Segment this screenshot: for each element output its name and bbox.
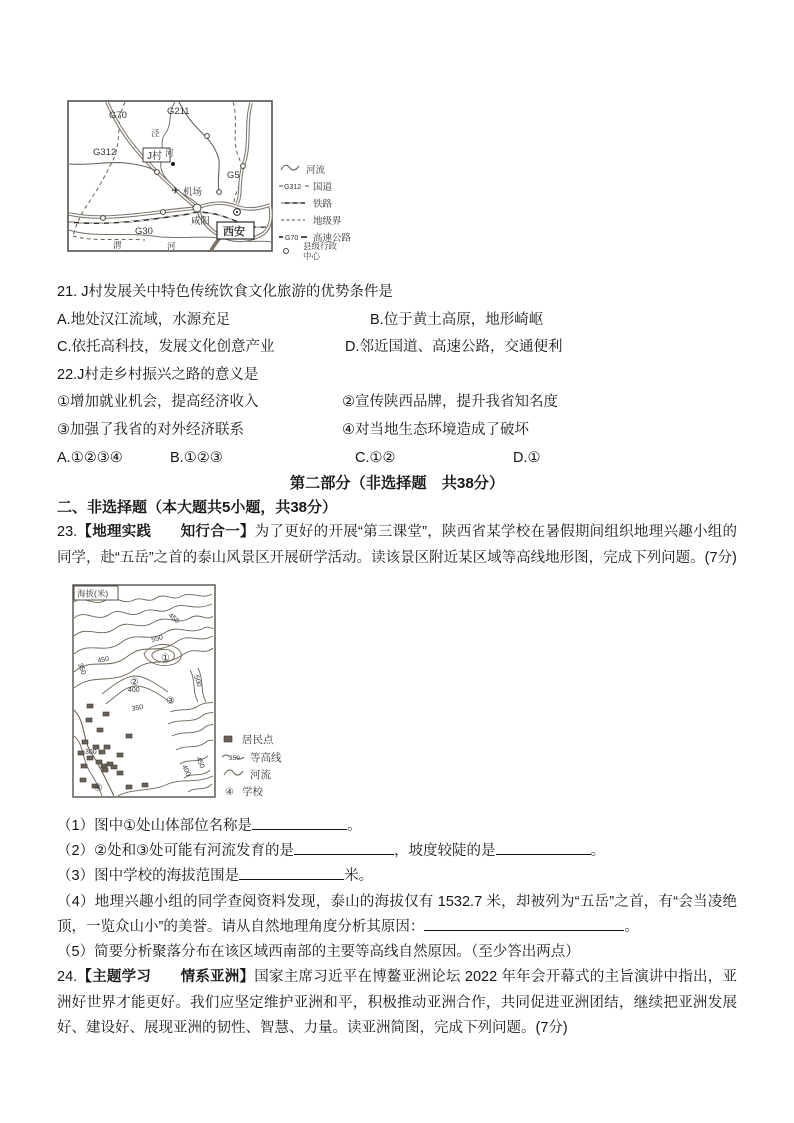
contour-lines [74, 594, 213, 796]
elevation-label-450-bottom: 450 [194, 755, 206, 770]
q22-statement-3: ③加强了我省的对外经济联系 [57, 421, 244, 438]
elevation-label-450-top: 450 [166, 612, 181, 626]
q23-topic-tag: 【地理实践 知行合一】 [77, 524, 255, 541]
county-center-symbol [284, 249, 289, 254]
village-dot [171, 162, 175, 166]
contour-symbol-value: 350 [229, 754, 240, 762]
q21-option-c: C.依托高科技，发展文化创意产业 [57, 339, 275, 356]
elevation-label-550: 550 [150, 634, 164, 644]
q24-number: 24. [57, 969, 78, 986]
legend-expressway-label: 高速公路 [313, 233, 352, 244]
q23-sub2-text-1: （2）②处和③处可能有河流发育的是 [57, 843, 295, 860]
q23-sub2-text-2: ，坡度较陡的是 [394, 843, 496, 860]
q23-sub4-text: （4）地理兴趣小组的同学查阅资料发现，泰山的海拔仅有 1532.7 米，却被列为“五岳”之首，有“会当凌绝顶，一览众山小”的美誉。请从自然地理角度分析其原因： [57, 893, 737, 935]
q23-sub2 [57, 839, 737, 864]
q23-sub1-blank [252, 815, 347, 830]
settlement-symbol [224, 736, 232, 742]
q23-sub1-period: 。 [347, 817, 362, 834]
q21-option-d: D.邻近国道、高速公路，交通便利 [345, 339, 563, 356]
legend-settlement-label: 居民点 [242, 733, 274, 746]
legend-national-label: 国道 [313, 182, 333, 193]
q23-sub1-text: （1）图中①处山体部位名称是 [57, 817, 253, 834]
legend-railway-label: 铁路 [313, 199, 333, 210]
river-symbol [281, 165, 299, 170]
legend-river-label-contour: 河流 [250, 768, 271, 781]
xian-marker [234, 209, 241, 216]
contour-map-figure [72, 584, 737, 804]
q22-option-a: A.①②③④ [57, 449, 123, 466]
q23-sub4 [57, 890, 737, 940]
elevation-label-500: 500 [192, 674, 203, 688]
road-map-legend [279, 164, 352, 261]
section-two-title: 第二部分（非选择题 共38分） [289, 475, 505, 493]
g5-label: G5 [227, 170, 240, 181]
g312-label: G312 [93, 147, 117, 158]
q22-statement-4: ④对当地生态环境造成了破坏 [342, 421, 529, 438]
contour-map-legend [222, 733, 282, 798]
q24-intro [57, 965, 737, 1041]
legend-county-label-2: 中心 [303, 251, 321, 261]
expressway-tag: G70 [285, 235, 299, 242]
river-symbol-contour [224, 770, 243, 775]
elevation-label-400-bottom: 400 [180, 763, 192, 778]
point-1-marker: ① [161, 652, 170, 664]
county-center-markers [101, 134, 246, 221]
road-map-svg [67, 100, 375, 262]
q21-option-b: B.位于黄土高原，地形崎岖 [370, 311, 544, 328]
elevation-label-350-mid: 350 [131, 704, 144, 713]
q22-statements-34 [57, 417, 737, 445]
q23-sub2-blank-2 [496, 840, 591, 855]
q22-statement-2: ②宣传陕西品牌，提升我省知名度 [342, 394, 558, 411]
q22-statement-1: ①增加就业机会，提高经济收入 [57, 394, 259, 411]
q21-options-ab [57, 307, 737, 335]
q23-number: 23. [57, 524, 78, 541]
g30-label: G30 [135, 226, 153, 237]
xian-label: 西安 [223, 226, 245, 238]
q22-statements-12 [57, 389, 737, 417]
q23-sub1 [57, 814, 737, 839]
q23-sub3-blank [239, 865, 344, 880]
q24-stem: 国家主席习近平在博鳌亚洲论坛 2022 年年会开幕式的主旨演讲中指出，亚洲好世界才能更好。我们应坚定维护亚洲和平，积极推动亚洲合作，共同促进亚洲团结，继续把亚洲发展好、建设好、展现亚洲的韧性、智慧、力量。读亚洲简图，完成下列问题。(7分) [57, 969, 738, 1036]
q21-option-a: A.地处汉江流域，水源充足 [57, 311, 231, 328]
q23-sub5: （5）简要分析聚落分布在该区域西南部的主要等高线自然原因。（至少答出两点） [57, 943, 580, 960]
q23-sub3 [57, 864, 737, 889]
q21-stem: J村发展关中特色传统饮食文化旅游的优势条件是 [81, 284, 393, 300]
q22-option-b: B.①②③ [170, 449, 223, 466]
xianyang-label: 咸阳 [191, 216, 211, 227]
school-marker: ④ [94, 782, 103, 794]
airport-label: 机场 [183, 187, 203, 198]
contour-map-svg [72, 584, 324, 800]
point-3-marker: ③ [166, 695, 175, 707]
wei-river-label-2: 河 [167, 241, 176, 251]
g70-label: G70 [109, 110, 127, 121]
q21-stem-line [57, 279, 737, 307]
q22-options [57, 445, 737, 473]
q23-stem: 为了更好的开展“第三课堂”，陕西省某学校在暑假期间组织地理兴趣小组的同学，赴“五岳”之首的泰山风景区开展研学活动。读该景区附近某区域等高线地形图，完成下列问题。(7分) [57, 524, 738, 566]
q23-sub4-blank [424, 916, 624, 931]
elevation-label-350-left: 350 [76, 662, 87, 676]
legend-contour-label: 等高线 [250, 751, 282, 764]
legend-boundary-label: 地级界 [313, 216, 342, 227]
section-two-subtitle: 二、非选择题（本大题共5小题，共38分） [57, 499, 338, 517]
elevation-label-300: 300 [85, 748, 97, 756]
q23-sub3-unit: 米。 [344, 868, 374, 885]
q21-number: 21. [57, 284, 82, 300]
q22-stem: J村走乡村振兴之路的意义是 [77, 366, 259, 383]
q24-topic-tag: 【主题学习 情系亚洲】 [77, 969, 255, 986]
point-2-marker: ② [130, 676, 139, 688]
legend-county-label-1: 县级行政 [303, 241, 338, 251]
legend-river-label: 河流 [306, 165, 326, 176]
q22-option-d: D.① [513, 449, 541, 466]
school-symbol: ④ [225, 786, 234, 798]
national-road-tag: G312 [284, 184, 302, 191]
q23-intro [57, 520, 737, 571]
q23-sub2-period: 。 [590, 843, 606, 860]
q23-sub3-text: （3）图中学校的海拔范围是 [57, 868, 240, 885]
wei-river-label-1: 渭 [113, 240, 122, 250]
elevation-label-450-mid: 450 [96, 655, 110, 665]
legend-school-label: 学校 [242, 785, 263, 798]
village-label: J村 [147, 151, 162, 162]
q23-sub2-blank-1 [294, 840, 394, 855]
elevation-label-400-mid: 400 [128, 686, 140, 694]
airplane-icon: ✈ [171, 186, 180, 197]
q21-options-cd [57, 334, 737, 362]
national-roads [69, 102, 219, 192]
q23-sub4-period: 。 [624, 918, 639, 935]
q22-stem-line [57, 362, 737, 390]
road-map-figure [67, 100, 737, 266]
g211-label: G211 [167, 106, 190, 117]
q22-option-c: C.①② [355, 449, 396, 466]
jing-river-label-1: 泾 [151, 128, 160, 138]
q22-number: 22. [57, 366, 78, 383]
elevation-unit-label: 海拔(米) [77, 588, 109, 599]
jing-river-label-2: 河 [165, 148, 174, 158]
